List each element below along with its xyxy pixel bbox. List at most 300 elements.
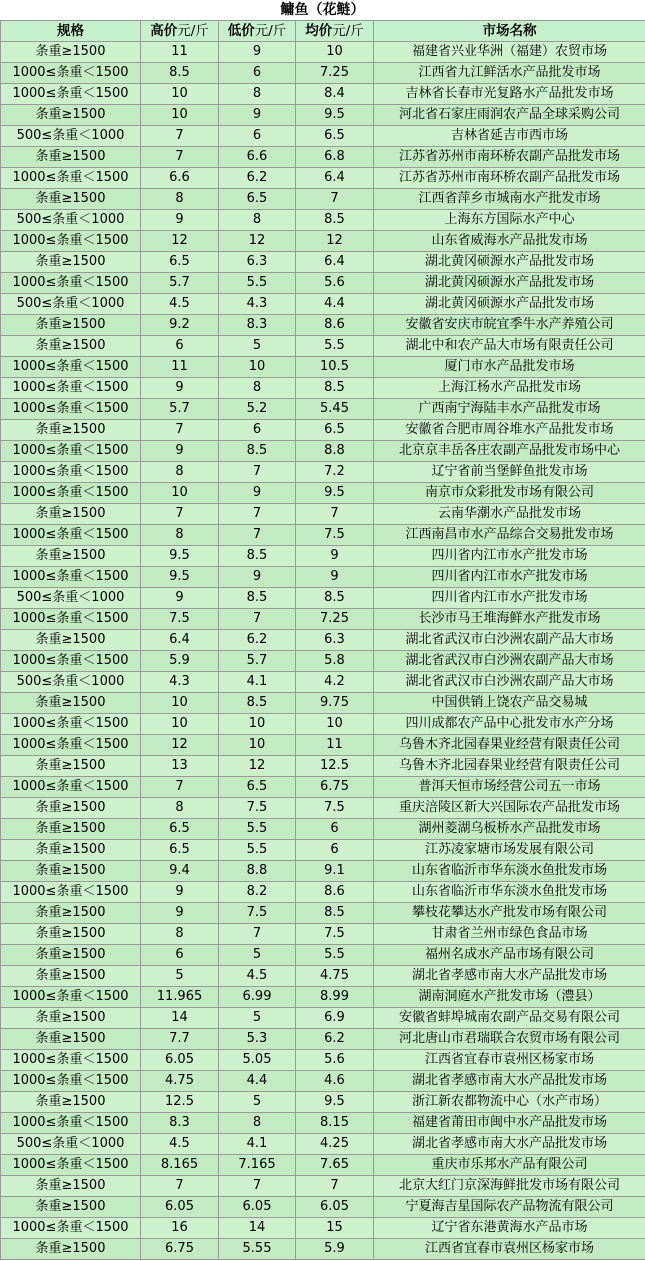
cell-low-price: 8.2 [219,882,296,903]
cell-spec: 500≤条重＜1000 [1,126,141,147]
header-low-price: 低价元/斤 [219,21,296,42]
cell-high-price: 10 [141,84,219,105]
table-row [1,525,645,546]
cell-avg-price: 8.5 [296,903,374,924]
table-row [1,756,645,777]
cell-market: 厦门市水产品批发市场 [374,357,645,378]
cell-high-price: 9.5 [141,546,219,567]
table-row [1,399,645,420]
cell-spec: 1000≤条重＜1500 [1,231,141,252]
cell-low-price: 8.8 [219,861,296,882]
table-row [1,609,645,630]
cell-high-price: 4.75 [141,1071,219,1092]
cell-market: 广西南宁海陆丰水产品批发市场 [374,399,645,420]
cell-market: 北京京丰岳各庄农副产品批发市场中心 [374,441,645,462]
table-row [1,231,645,252]
cell-high-price: 8.165 [141,1155,219,1176]
cell-spec: 条重≥1500 [1,189,141,210]
table-row [1,273,645,294]
cell-spec: 500≤条重＜1000 [1,1134,141,1155]
cell-spec: 条重≥1500 [1,1029,141,1050]
cell-spec: 条重≥1500 [1,336,141,357]
cell-spec: 500≤条重＜1000 [1,210,141,231]
cell-avg-price: 4.75 [296,966,374,987]
cell-market: 辽宁省东港黄海水产品市场 [374,1218,645,1239]
cell-low-price: 8.5 [219,693,296,714]
cell-high-price: 6.75 [141,1239,219,1260]
cell-market: 湖南洞庭水产批发市场（澧县） [374,987,645,1008]
cell-high-price: 7.5 [141,609,219,630]
cell-low-price: 6.5 [219,189,296,210]
cell-spec: 1000≤条重＜1500 [1,84,141,105]
cell-high-price: 12 [141,735,219,756]
cell-spec: 条重≥1500 [1,42,141,63]
cell-high-price: 8.5 [141,63,219,84]
cell-high-price: 9 [141,588,219,609]
cell-market: 中国供销上饶农产品交易城 [374,693,645,714]
cell-market: 安徽省蚌埠城南农副产品交易有限公司 [374,1008,645,1029]
cell-market: 山东省临沂市华东淡水鱼批发市场 [374,861,645,882]
cell-avg-price: 8.8 [296,441,374,462]
cell-high-price: 7 [141,147,219,168]
cell-avg-price: 6.2 [296,1029,374,1050]
cell-avg-price: 8.5 [296,210,374,231]
table-row [1,126,645,147]
header-high-price: 高价元/斤 [141,21,219,42]
table-body [1,42,645,1260]
cell-high-price: 9 [141,210,219,231]
cell-avg-price: 6.3 [296,630,374,651]
cell-spec: 条重≥1500 [1,966,141,987]
cell-spec: 1000≤条重＜1500 [1,651,141,672]
cell-avg-price: 7 [296,504,374,525]
cell-high-price: 6.5 [141,840,219,861]
cell-low-price: 5 [219,336,296,357]
cell-market: 乌鲁木齐北园春果业经营有限责任公司 [374,735,645,756]
table-row [1,882,645,903]
cell-high-price: 8 [141,525,219,546]
cell-spec: 条重≥1500 [1,1176,141,1197]
cell-low-price: 6.99 [219,987,296,1008]
cell-market: 云南华潮水产品批发市场 [374,504,645,525]
cell-high-price: 6 [141,336,219,357]
cell-spec: 1000≤条重＜1500 [1,1050,141,1071]
cell-high-price: 14 [141,1008,219,1029]
cell-market: 江苏省苏州市南环桥农副产品批发市场 [374,147,645,168]
header-row [1,21,645,42]
cell-low-price: 4.3 [219,294,296,315]
table-row [1,1134,645,1155]
cell-avg-price: 5.6 [296,1050,374,1071]
cell-avg-price: 6.75 [296,777,374,798]
cell-market: 湖州菱湖乌板桥水产品批发市场 [374,819,645,840]
cell-spec: 1000≤条重＜1500 [1,777,141,798]
cell-market: 吉林省长春市光复路水产品批发市场 [374,84,645,105]
cell-low-price: 6 [219,420,296,441]
cell-high-price: 7 [141,126,219,147]
cell-market: 重庆涪陵区新大兴国际农产品批发市场 [374,798,645,819]
cell-low-price: 6.3 [219,252,296,273]
table-row [1,189,645,210]
cell-market: 山东省威海水产品批发市场 [374,231,645,252]
cell-avg-price: 5.45 [296,399,374,420]
table-row [1,105,645,126]
table-row [1,168,645,189]
table-row [1,84,645,105]
cell-spec: 条重≥1500 [1,546,141,567]
table-row [1,672,645,693]
cell-low-price: 5.3 [219,1029,296,1050]
cell-high-price: 16 [141,1218,219,1239]
cell-low-price: 12 [219,756,296,777]
cell-market: 长沙市马王堆海鲜水产批发市场 [374,609,645,630]
table-row [1,63,645,84]
cell-low-price: 7 [219,609,296,630]
cell-low-price: 14 [219,1218,296,1239]
table-row [1,630,645,651]
table-row [1,252,645,273]
table-row [1,378,645,399]
table-row [1,504,645,525]
table-row [1,819,645,840]
cell-market: 湖北省孝感市南大水产品批发市场 [374,1134,645,1155]
cell-low-price: 6.6 [219,147,296,168]
table-row [1,1071,645,1092]
table-row [1,798,645,819]
cell-market: 四川省内江市水产批发市场 [374,567,645,588]
cell-high-price: 12 [141,231,219,252]
table-row [1,1113,645,1134]
cell-avg-price: 4.4 [296,294,374,315]
cell-high-price: 9.2 [141,315,219,336]
cell-spec: 条重≥1500 [1,945,141,966]
cell-market: 上海江杨水产品批发市场 [374,378,645,399]
cell-avg-price: 5.5 [296,336,374,357]
table-row [1,147,645,168]
cell-spec: 1000≤条重＜1500 [1,1071,141,1092]
cell-avg-price: 6.4 [296,252,374,273]
table-row [1,567,645,588]
cell-avg-price: 8.6 [296,315,374,336]
table-row [1,651,645,672]
cell-market: 北京大红门京深海鲜批发市场有限公司 [374,1176,645,1197]
cell-spec: 1000≤条重＜1500 [1,882,141,903]
cell-market: 四川成都农产品中心批发市水产分场 [374,714,645,735]
cell-avg-price: 10 [296,42,374,63]
cell-spec: 条重≥1500 [1,1092,141,1113]
cell-spec: 1000≤条重＜1500 [1,399,141,420]
cell-low-price: 6.2 [219,630,296,651]
cell-market: 甘肃省兰州市绿色食品市场 [374,924,645,945]
cell-low-price: 6.5 [219,777,296,798]
cell-low-price: 5 [219,1008,296,1029]
cell-low-price: 5 [219,1092,296,1113]
cell-spec: 1000≤条重＜1500 [1,1155,141,1176]
cell-low-price: 8 [219,1113,296,1134]
table-row [1,861,645,882]
cell-avg-price: 9.1 [296,861,374,882]
cell-low-price: 9 [219,105,296,126]
cell-avg-price: 9 [296,546,374,567]
cell-avg-price: 7.25 [296,609,374,630]
cell-market: 安徽省合肥市周谷堆水产品批发市场 [374,420,645,441]
cell-avg-price: 6.5 [296,126,374,147]
cell-avg-price: 8.6 [296,882,374,903]
cell-low-price: 5.5 [219,840,296,861]
table-row [1,294,645,315]
cell-high-price: 6.6 [141,168,219,189]
cell-high-price: 13 [141,756,219,777]
cell-avg-price: 5.9 [296,1239,374,1260]
table-row [1,903,645,924]
cell-avg-price: 7.5 [296,525,374,546]
cell-market: 南京市众彩批发市场有限公司 [374,483,645,504]
cell-avg-price: 7 [296,1176,374,1197]
cell-avg-price: 12 [296,231,374,252]
cell-high-price: 10 [141,105,219,126]
cell-high-price: 6 [141,945,219,966]
cell-high-price: 10 [141,714,219,735]
cell-spec: 1000≤条重＜1500 [1,1218,141,1239]
cell-avg-price: 4.25 [296,1134,374,1155]
cell-market: 江苏省苏州市南环桥农副产品批发市场 [374,168,645,189]
cell-high-price: 7 [141,504,219,525]
cell-market: 河北省石家庄雨润农产品全球采购公司 [374,105,645,126]
cell-avg-price: 8.5 [296,588,374,609]
cell-low-price: 10 [219,357,296,378]
cell-spec: 1000≤条重＜1500 [1,735,141,756]
cell-low-price: 7 [219,504,296,525]
cell-low-price: 5 [219,945,296,966]
cell-high-price: 10 [141,483,219,504]
cell-spec: 条重≥1500 [1,420,141,441]
header-avg-price: 均价元/斤 [296,21,374,42]
cell-avg-price: 5.6 [296,273,374,294]
cell-avg-price: 10.5 [296,357,374,378]
cell-avg-price: 8.15 [296,1113,374,1134]
cell-high-price: 9 [141,441,219,462]
cell-high-price: 9.4 [141,861,219,882]
cell-low-price: 6 [219,63,296,84]
cell-avg-price: 8.99 [296,987,374,1008]
cell-market: 重庆市乐邦水产品有限公司 [374,1155,645,1176]
cell-low-price: 6 [219,126,296,147]
cell-avg-price: 7.65 [296,1155,374,1176]
cell-spec: 500≤条重＜1000 [1,672,141,693]
cell-avg-price: 6 [296,819,374,840]
table-row [1,945,645,966]
cell-high-price: 7 [141,777,219,798]
cell-low-price: 7 [219,462,296,483]
cell-market: 普洱天恒市场经营公司五一市场 [374,777,645,798]
cell-high-price: 6.4 [141,630,219,651]
table-row [1,1197,645,1218]
cell-avg-price: 12.5 [296,756,374,777]
cell-market: 湖北省武汉市白沙洲农副产品大市场 [374,672,645,693]
cell-avg-price: 7.2 [296,462,374,483]
cell-market: 四川省内江市水产批发市场 [374,546,645,567]
cell-avg-price: 4.6 [296,1071,374,1092]
cell-low-price: 4.1 [219,1134,296,1155]
table-row [1,210,645,231]
cell-spec: 条重≥1500 [1,252,141,273]
cell-avg-price: 10 [296,714,374,735]
table-row [1,777,645,798]
cell-market: 湖北中和农产品大市场有限责任公司 [374,336,645,357]
cell-high-price: 9 [141,378,219,399]
table-row [1,693,645,714]
table-row [1,1029,645,1050]
cell-low-price: 5.5 [219,819,296,840]
cell-avg-price: 6.4 [296,168,374,189]
cell-high-price: 11.965 [141,987,219,1008]
cell-low-price: 8.5 [219,546,296,567]
cell-high-price: 11 [141,42,219,63]
cell-low-price: 9 [219,483,296,504]
cell-low-price: 6.2 [219,168,296,189]
cell-avg-price: 4.2 [296,672,374,693]
cell-market: 江西省宜春市袁州区杨家市场 [374,1050,645,1071]
cell-low-price: 7.5 [219,798,296,819]
cell-avg-price: 6.05 [296,1197,374,1218]
header-market: 市场名称 [374,21,645,42]
table-row [1,441,645,462]
cell-low-price: 5.2 [219,399,296,420]
cell-spec: 条重≥1500 [1,147,141,168]
cell-high-price: 8 [141,798,219,819]
cell-avg-price: 8.5 [296,378,374,399]
cell-market: 湖北省孝感市南大水产品批发市场 [374,1071,645,1092]
cell-high-price: 10 [141,693,219,714]
table-row [1,483,645,504]
cell-spec: 1000≤条重＜1500 [1,357,141,378]
cell-market: 乌鲁木齐北园春果业经营有限责任公司 [374,756,645,777]
cell-high-price: 11 [141,357,219,378]
cell-market: 福建省兴业华洲（福建）农贸市场 [374,42,645,63]
cell-avg-price: 9.75 [296,693,374,714]
cell-market: 江西省萍乡市城南水产批发市场 [374,189,645,210]
cell-spec: 条重≥1500 [1,1239,141,1260]
cell-high-price: 7 [141,420,219,441]
cell-low-price: 7.165 [219,1155,296,1176]
cell-market: 湖北黄冈硕源水产品批发市场 [374,252,645,273]
table-row [1,546,645,567]
table-row [1,714,645,735]
cell-high-price: 6.05 [141,1197,219,1218]
cell-market: 湖北黄冈硕源水产品批发市场 [374,273,645,294]
price-table [0,20,645,1260]
cell-low-price: 5.7 [219,651,296,672]
cell-avg-price: 5.5 [296,945,374,966]
cell-low-price: 4.4 [219,1071,296,1092]
cell-market: 山东省临沂市华东淡水鱼批发市场 [374,882,645,903]
cell-avg-price: 6.8 [296,147,374,168]
header-spec: 规格 [1,21,141,42]
cell-spec: 1000≤条重＜1500 [1,378,141,399]
cell-market: 湖北省孝感市南大水产品批发市场 [374,966,645,987]
cell-spec: 1000≤条重＜1500 [1,168,141,189]
cell-high-price: 8 [141,924,219,945]
table-row [1,1218,645,1239]
cell-spec: 1000≤条重＜1500 [1,63,141,84]
cell-avg-price: 7 [296,189,374,210]
cell-high-price: 5 [141,966,219,987]
cell-high-price: 6.05 [141,1050,219,1071]
cell-spec: 条重≥1500 [1,819,141,840]
cell-high-price: 4.5 [141,1134,219,1155]
cell-spec: 条重≥1500 [1,1197,141,1218]
cell-market: 湖北省武汉市白沙洲农副产品大市场 [374,651,645,672]
table-row [1,462,645,483]
cell-market: 上海东方国际水产中心 [374,210,645,231]
cell-market: 福建省莆田市闽中水产品批发市场 [374,1113,645,1134]
cell-low-price: 8.3 [219,315,296,336]
cell-avg-price: 11 [296,735,374,756]
cell-high-price: 9 [141,903,219,924]
cell-market: 浙江新农都物流中心（水产市场） [374,1092,645,1113]
cell-spec: 1000≤条重＜1500 [1,483,141,504]
cell-market: 江苏凌家塘市场发展有限公司 [374,840,645,861]
cell-high-price: 4.5 [141,294,219,315]
table-row [1,1008,645,1029]
sheet-title: 鳙鱼（花鲢） [0,0,645,20]
cell-spec: 1000≤条重＜1500 [1,525,141,546]
cell-low-price: 8 [219,378,296,399]
cell-spec: 条重≥1500 [1,504,141,525]
cell-high-price: 8 [141,189,219,210]
cell-spec: 1000≤条重＜1500 [1,441,141,462]
cell-low-price: 8 [219,210,296,231]
cell-market: 江西省九江鲜活水产品批发市场 [374,63,645,84]
cell-market: 江西省宜春市袁州区杨家市场 [374,1239,645,1260]
table-row [1,1176,645,1197]
table-row [1,1239,645,1260]
cell-spec: 条重≥1500 [1,105,141,126]
cell-high-price: 6.5 [141,819,219,840]
cell-spec: 条重≥1500 [1,840,141,861]
cell-high-price: 8 [141,462,219,483]
table-row [1,1155,645,1176]
cell-avg-price: 15 [296,1218,374,1239]
table-row [1,735,645,756]
cell-spec: 1000≤条重＜1500 [1,987,141,1008]
cell-spec: 1000≤条重＜1500 [1,273,141,294]
cell-low-price: 7 [219,1176,296,1197]
cell-low-price: 8 [219,84,296,105]
cell-low-price: 7.5 [219,903,296,924]
cell-spec: 1000≤条重＜1500 [1,462,141,483]
table-row [1,357,645,378]
cell-spec: 条重≥1500 [1,693,141,714]
cell-market: 吉林省延吉市西市场 [374,126,645,147]
cell-market: 江西南昌市水产品综合交易批发市场 [374,525,645,546]
cell-avg-price: 9.5 [296,1092,374,1113]
table-row [1,42,645,63]
cell-market: 攀枝花攀达水产批发市场有限公司 [374,903,645,924]
cell-spec: 条重≥1500 [1,756,141,777]
cell-spec: 条重≥1500 [1,798,141,819]
cell-high-price: 8.3 [141,1113,219,1134]
cell-low-price: 4.1 [219,672,296,693]
cell-high-price: 7.7 [141,1029,219,1050]
table-row [1,336,645,357]
table-row [1,588,645,609]
cell-market: 四川省内江市水产批发市场 [374,588,645,609]
cell-spec: 条重≥1500 [1,861,141,882]
table-row [1,924,645,945]
cell-low-price: 7 [219,924,296,945]
cell-spec: 1000≤条重＜1500 [1,567,141,588]
